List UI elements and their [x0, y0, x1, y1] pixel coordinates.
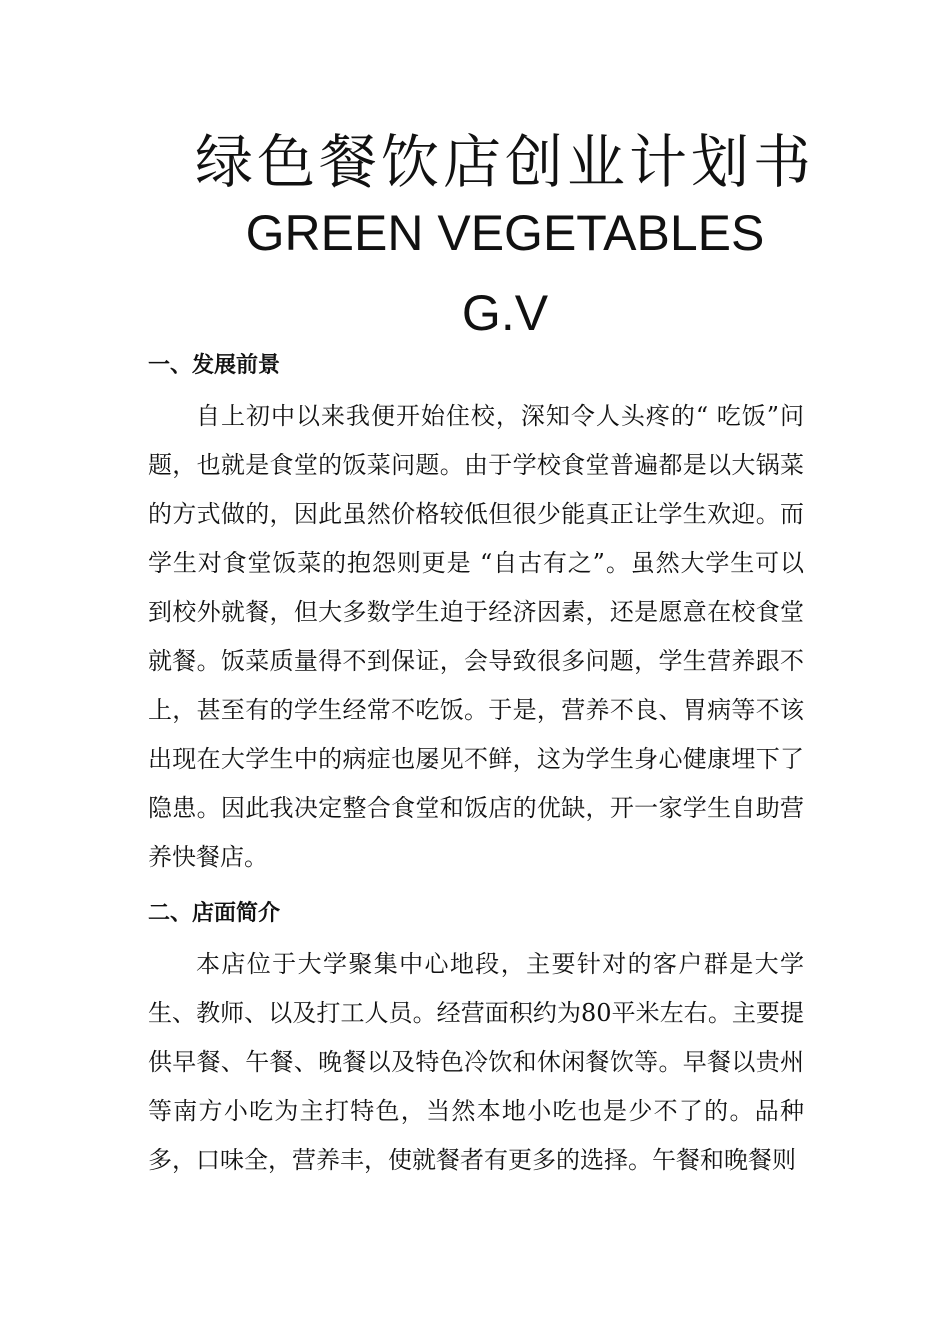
document-subtitle-english: GREEN VEGETABLES: [245, 205, 765, 261]
document-title: 绿色餐饮店创业计划书: [194, 128, 815, 196]
section-paragraph-prospects: 自上初中以来我便开始住校，深知令人头疼的“ 吃饭”问题，也就是食堂的饭菜问题。由于学校食堂普遍都是以大锅菜的方式做的，因此虽然价格较低但很少能真正让学生欢迎。而学生对食堂饭菜的抱怨则更是 “自古有之”。虽然大学生可以到校外就餐，但大多数学生迫于经济因素，还是愿意在校食堂就餐。饭菜质量得不到保证，会导致很多问题，学生营养跟不上，甚至有的学生经常不吃饭。于是，营养不良、胃病等不该出现在大学生中的病症也屡见不鲜，这为学生身心健康埋下了隐患。因此我决定整合食堂和饭店的优缺，开一家学生自助营养快餐店。: [148, 402, 804, 871]
section-heading-prospects: 一、发展前景: [148, 353, 281, 378]
document-subtitle-abbreviation: G.V: [461, 285, 549, 341]
section-heading-store-intro: 二、店面简介: [148, 901, 281, 926]
section-paragraph-store-intro: 本店位于大学聚集中心地段，主要针对的客户群是大学生、教师、以及打工人员。经营面积约为80平米左右。主要提供早餐、午餐、晚餐以及特色冷饮和休闲餐饮等。早餐以贵州等南方小吃为主打特色，当然本地小吃也是少不了的。品种多，口味全，营养丰，使就餐者有更多的选择。午餐和晚餐则: [148, 950, 804, 1174]
